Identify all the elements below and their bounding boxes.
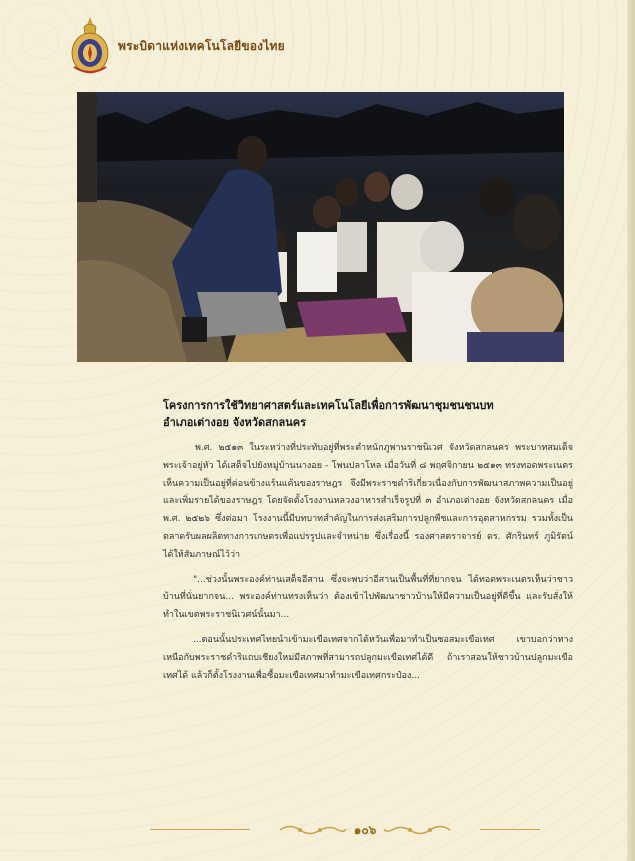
article-body [163,440,573,685]
royal-visit-photo [77,92,564,362]
paragraph-1: พ.ศ. ๒๕๑๓ ในระหว่างที่ประทับอยู่ที่พระตำหนักภูพานราชนิเวศ จังหวัดสกลนคร พระบาทสมเด็จพระเจ้าอยู่หัว ได้เสด็จไปยังหมู่บ้านนางอย - โพนปลาโหล เมื่อวันที่ ๘ พฤศจิกายน ๒๕๑๓ ทรงทอดพระเนตรเห็นความเป็นอยู่ที่ค่อนข้างแร้นแค้นของราษฎร จึงมีพระราชดำริเกี่ยวเนื่องกับการพัฒนาสภาพความเป็นอยู่และเพิ่มรายได้ของราษฎร โดยจัดตั้งโรงงานหลวงอาหารสำเร็จรูปที่ ๓ อำเภอเต่างอย จังหวัดสกลนคร เมื่อ พ.ศ. ๒๕๒๖ ซึ่งต่อมา โรงงานนี้มีบทบาทสำคัญในการส่งเสริมการปลูกพืชและการอุตสาหกรรม รวมทั้งเป็นตลาดรับผลผลิตทางการเกษตรเพื่อแปรรูปและจำหน่าย ซึ่งเรื่องนี้ รองศาสตราจารย์ ดร. ศักรินทร์ ภูมิรัตน์ ได้ให้สัมภาษณ์ไว้ว่า [163,443,573,560]
header-title: พระบิดาแห่งเทคโนโลยีของไทย [118,38,285,53]
footer-rule-left [150,829,250,830]
royal-emblem-icon [70,15,110,77]
article-title-line-1: โครงการการใช้วิทยาศาสตร์และเทคโนโลยีเพื่อการพัฒนาชุมชนชนบท [163,399,494,412]
quote-paragraph-2: ...ตอนนั้นประเทศไทยนำเข้ามะเขือเทศจากไต้หวันเพื่อมาทำเป็นซอสมะเขือเทศ เขาบอกว่าทางเหนือกับพระราชดำริแถบเชียงใหม่มีสภาพที่สามารถปลูกมะเขือเทศได้ดี ถ้าเราสอนให้ชาวบ้านปลูกมะเขือเทศได้ แล้วก็ตั้งโรงงานเพื่อซื้อมะเขือเทศมาทำมะเขือเทศกระป๋อง... [163,634,573,681]
page-footer [250,818,480,842]
footer-ornament-left-icon [278,823,348,837]
article-title [163,397,573,431]
footer-rule-right [480,829,540,830]
footer-ornament-right-icon [382,823,452,837]
quote-paragraph-1: "...ช่วงนั้นพระองค์ท่านเสด็จอีสาน ซึ่งจะพบว่าอีสานเป็นพื้นที่ที่ยากจน ได้ทอดพระเนตรเห็นว่าชาวบ้านที่นั่นยากจน... พระองค์ท่านทรงเห็นว่า ต้องเข้าไปพัฒนาชาวบ้านให้มีความเป็นอยู่ที่ดีขึ้น และรับสั่งให้ทำในเขตพระราชนิเวศน์นั้นมา... [163,574,573,621]
page-header [70,14,285,78]
article-title-line-2: อำเภอเต่างอย จังหวัดสกลนคร [163,416,307,429]
page-number: ๑๐๖ [353,822,377,837]
